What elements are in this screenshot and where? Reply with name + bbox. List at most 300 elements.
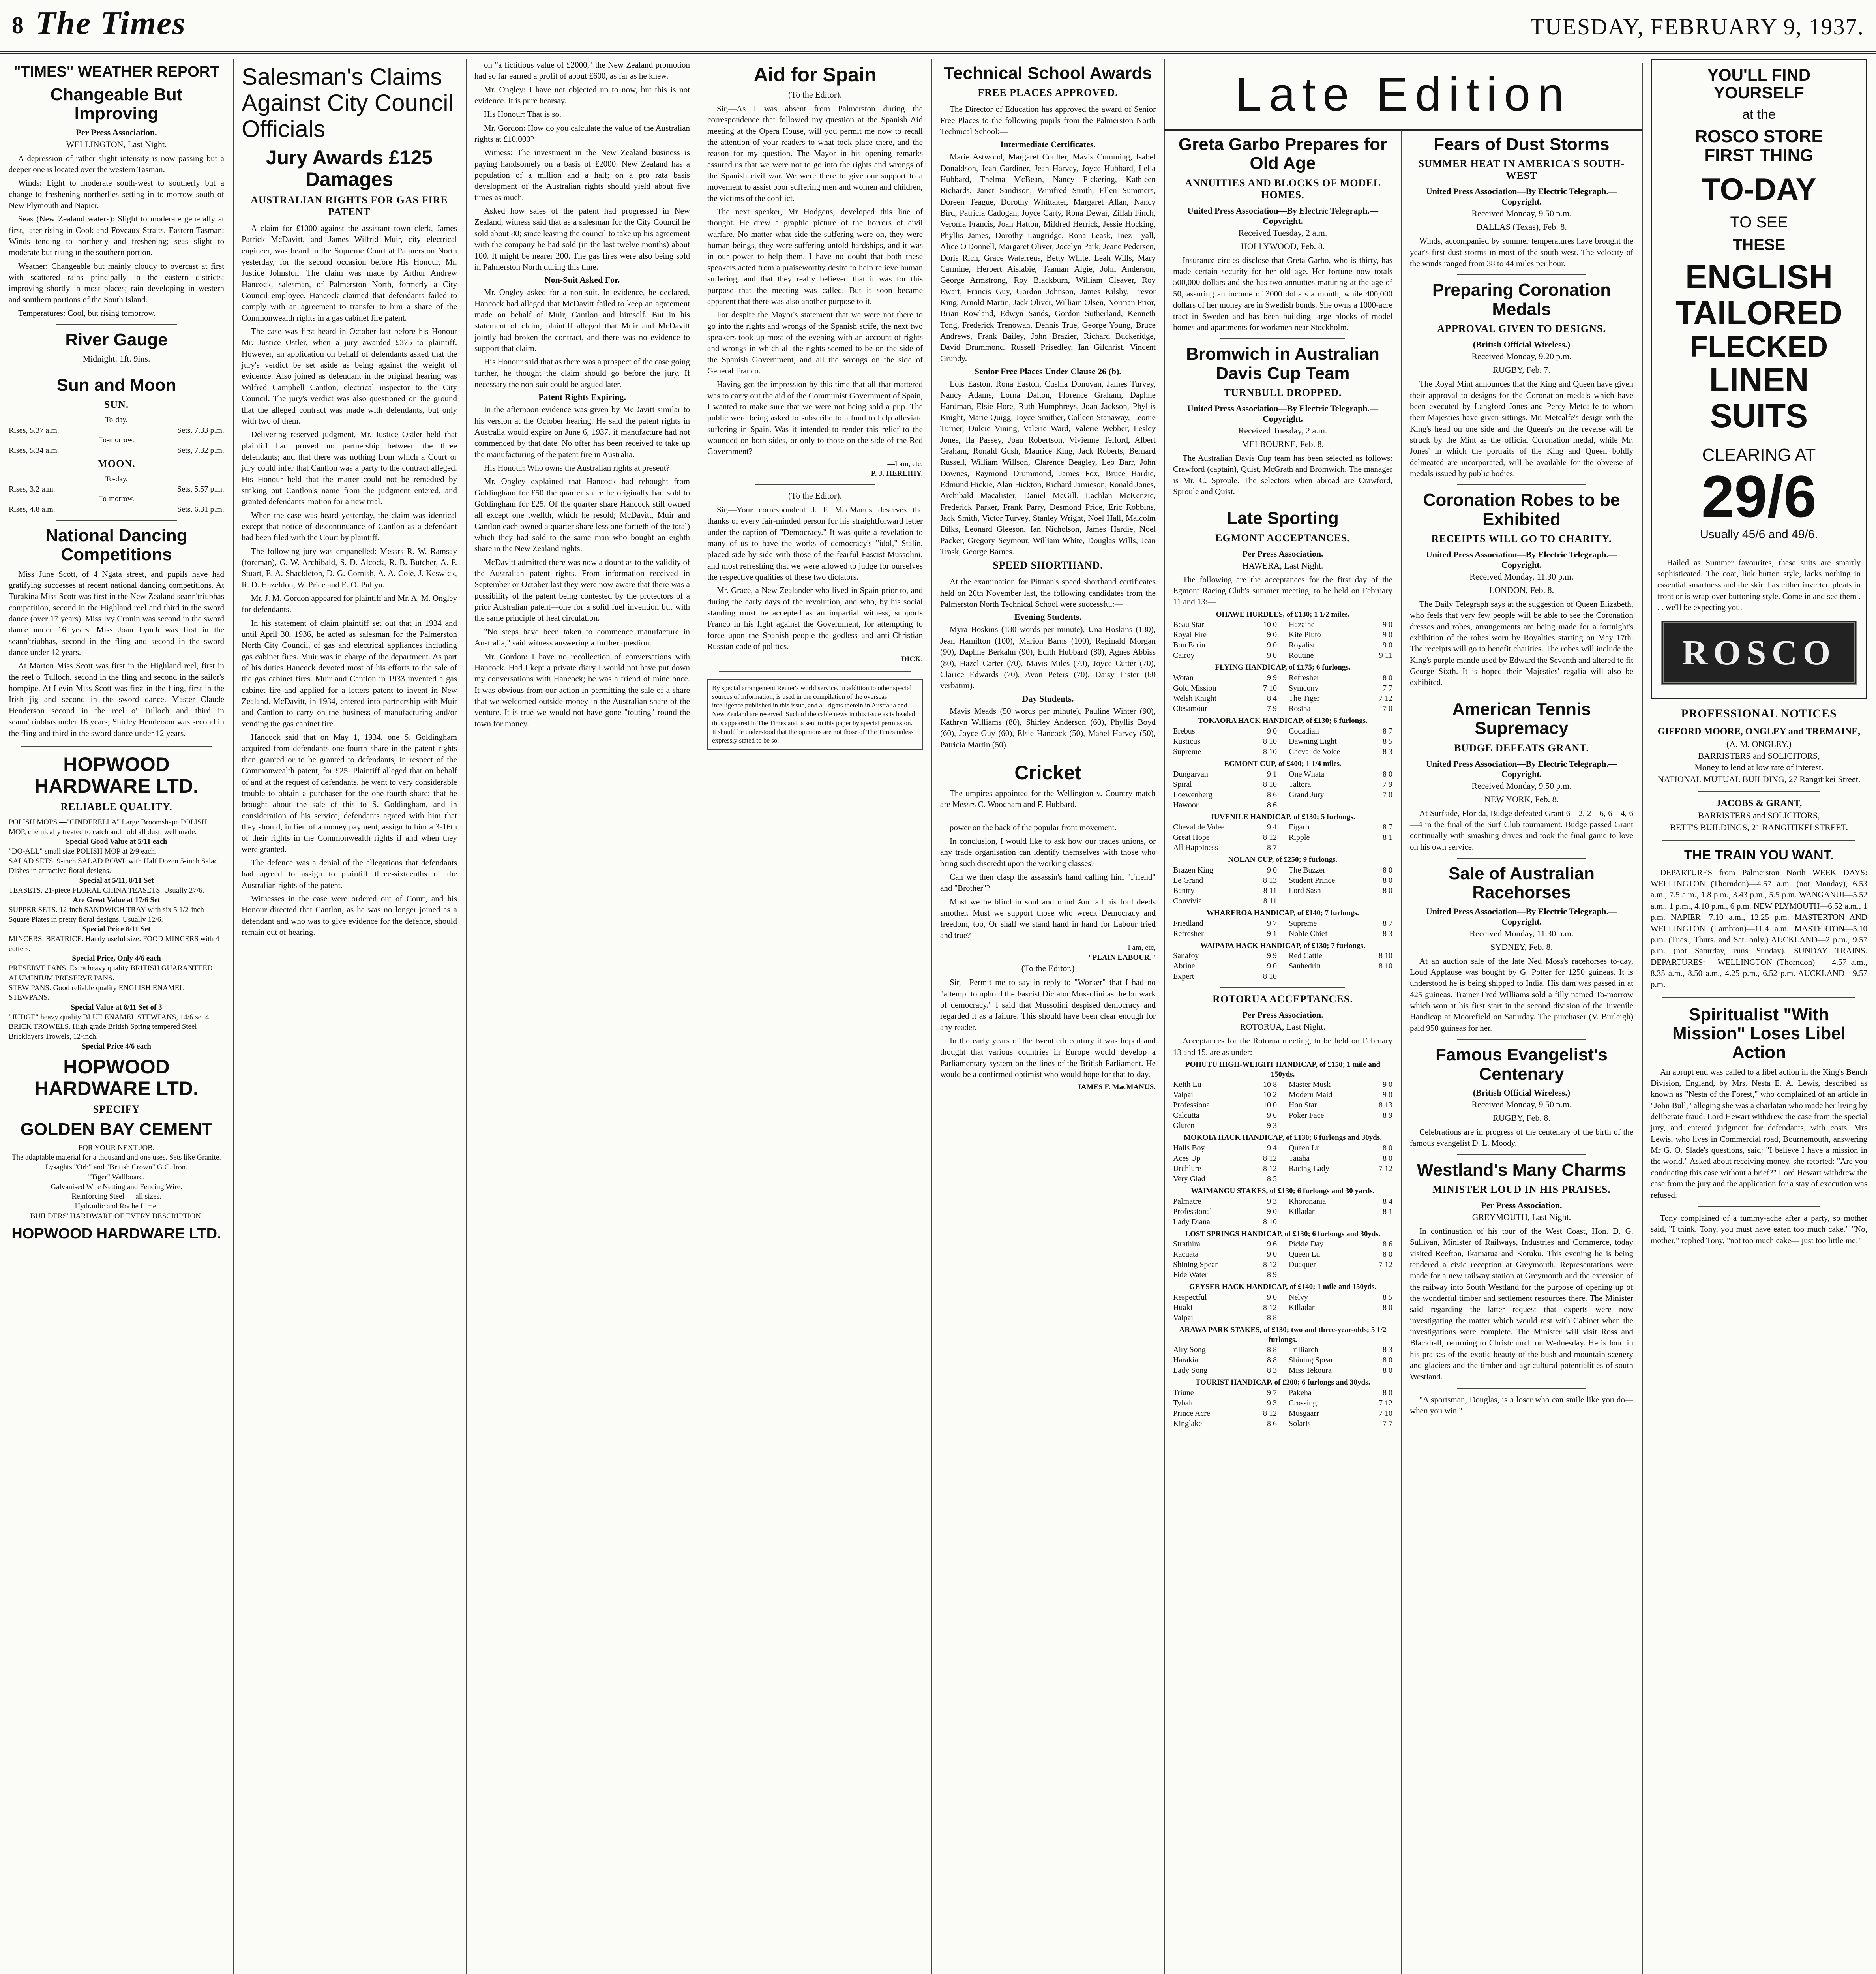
horse-weight: 8 11 — [1263, 886, 1277, 895]
sun-today-sets: Sets, 7.33 p.m. — [177, 426, 224, 435]
horse-name: Killadar — [1289, 1303, 1315, 1312]
race-entry — [1289, 736, 1392, 747]
horse-name: Urchlure — [1173, 1164, 1201, 1173]
race-entry — [1173, 951, 1277, 961]
spiritualist-body: An abrupt end was called to a libel action in the King's Bench Division, England, by Mrs. Nesta E. A. Lewis, described as known as "Nesta of the Forest," who complained of an article in "John Bull," alleging she was a charlatan who made her living by deliberate fraud. Lord Hewart withdrew the case from the special jury, and entered judgment for defendants, with costs. Mrs Lewis, who lives in Commercial road, Bournemouth, answering Mr G. O. Slade's questions, said: "I believe I have a mission in the world." Asked about receiving money, she retorted: "Are you conducting this case without a brief?" Lord Hewart withdrew the case from the jury and the application for a stay of execution was refused. — [1651, 1067, 1868, 1200]
race-entry — [1289, 630, 1392, 640]
horse-name: Master Musk — [1289, 1080, 1331, 1089]
race-entries — [1173, 1292, 1392, 1323]
divider — [1457, 484, 1586, 485]
horse-name: Crossing — [1289, 1399, 1317, 1408]
tomorrow-label: To-morrow. — [99, 495, 134, 503]
race-entries — [1173, 673, 1392, 714]
race-entry — [1289, 1090, 1392, 1100]
horse-name: Lady Diana — [1173, 1217, 1210, 1226]
divider — [1457, 274, 1586, 275]
horse-weight: 8 6 — [1267, 790, 1277, 799]
horse-name: Convivial — [1173, 896, 1204, 905]
race-entry — [1289, 929, 1392, 939]
page-number: 8 — [12, 12, 24, 38]
race-title: ARAWA PARK STAKES, of £130; two and three-year-olds; 5 1/2 furlongs. — [1179, 1326, 1387, 1344]
council-continued: Mr. Ongley: I have not objected up to now, but this is not evidence. It is pure hearsay. — [474, 84, 690, 106]
horse-name: Killadar — [1289, 1207, 1315, 1216]
race-title: MOKOIA HACK HANDICAP, of £130; 6 furlongs and 30yds. — [1184, 1133, 1382, 1142]
race-entry — [1289, 1207, 1392, 1217]
race-entry — [1289, 1163, 1392, 1174]
horse-weight: 8 0 — [1383, 886, 1392, 895]
horse-name: Supreme — [1173, 747, 1201, 756]
horse-weight: 10 8 — [1263, 1080, 1277, 1089]
horse-name: Shining Spear — [1289, 1356, 1333, 1365]
horse-name: Palmatre — [1173, 1197, 1201, 1206]
race-entry — [1173, 1163, 1277, 1174]
rosco-linen: LINEN — [1709, 361, 1809, 399]
hopwood-ad-line: STEW PANS. Good reliable quality ENGLISH ENAMEL STEWPANS. — [9, 983, 184, 1002]
race-entry — [1173, 1398, 1277, 1408]
horse-weight: 9 0 — [1383, 1080, 1392, 1089]
race-title: NOLAN CUP, of £250; 9 furlongs. — [1228, 856, 1338, 864]
patent-paragraph: Mr. Ongley explained that Hancock had rebought from Goldingham for £50 the quarter share he originally had sold to Goldingham for £25. Of the quarter share Hancock still owned all except one twelfth, which he resold; McDavitt, Muir and Cantlon each owned a quarter share less one fortieth of the total) which they had sold to the same man who bought an eighth share in the New Zealand rights. — [474, 477, 690, 554]
hopwood-ad-line: POLISH MOPS.—"CINDERELLA" Large Broomshape POLISH MOP, chemically treated to catch and hold all dust, well made. — [9, 818, 207, 836]
horse-weight: 9 0 — [1383, 1090, 1392, 1100]
horse-name: Very Glad — [1173, 1175, 1205, 1184]
cement-line: Galvanised Wire Netting and Fencing Wire. — [51, 1182, 182, 1191]
robes-body: The Daily Telegraph says at the suggestion of Queen Elizabeth, who feels that very few people will be able to see the Coronation dresses and robes, arrangements are being made for a fortnight's exhibition of the robes worn by Royalties starting on May 17th. The receipts will go to benefit charities. The robes will include the King's purple mantle used by Edward the Seventh and altered to fit George Sixth. It is hoped their Majesties' regalia will also be exhibited. — [1410, 599, 1633, 687]
speed-head: SPEED SHORTHAND. — [993, 559, 1103, 571]
race-entry — [1289, 886, 1392, 896]
cement-name: GOLDEN BAY CEMENT — [20, 1120, 213, 1139]
horse-name: Queen Lu — [1289, 1144, 1320, 1153]
cricket-paragraph: The umpires appointed for the Wellington v. Country match are Messrs C. Woodham and F. Hubbard. — [940, 788, 1156, 809]
horse-name: Harakia — [1173, 1356, 1198, 1365]
horse-weight: 8 4 — [1267, 694, 1277, 703]
race-entry — [1173, 673, 1277, 683]
hopwood-ad-line: BRICK TROWELS. High grade British Spring tempered Steel Bricklayers Trowels, 12-inch. — [9, 1023, 197, 1041]
horse-weight: 9 0 — [1267, 651, 1277, 660]
hopwood-ad-line: PRESERVE PANS. Extra heavy quality BRITISH GUARANTEED ALUMINIUM PRESERVE PANS. — [9, 964, 213, 982]
patent-paragraph: In the afternoon evidence was given by McDavitt similar to his version at the October hearing. He said the patent rights in Australia would expire on June 6, 1937, if manufacture had not commenced by that date. No offer has been received to take up the manufacturing of the patent fire in Australia. — [474, 405, 690, 459]
race-title: TOKAORA HACK HANDICAP, of £130; 6 furlongs. — [1198, 717, 1368, 725]
moon-label: MOON. — [97, 458, 135, 469]
council-continued: Mr. Gordon: How do you calculate the value of the Australian rights at £10,000? — [474, 123, 690, 144]
letter-paragraph: Mr. Grace, a New Zealander who lived in Spain prior to, and during the early days of the revolution, and who, by his social standing must be accepted as an impartial witness, supports Franco in his fight against the Government, for attempting to force upon the Spanish people the godless and anti-Christian Russian code of politics. — [707, 585, 923, 651]
horse-name: The Buzzer — [1289, 865, 1325, 874]
horse-weight: 8 0 — [1383, 1356, 1392, 1365]
horse-name: Noble Chief — [1289, 929, 1328, 938]
race-title: POHUTU HIGH-WEIGHT HANDICAP, of £150; 1 mile and 150yds. — [1185, 1060, 1381, 1079]
horse-weight: 8 12 — [1263, 1164, 1277, 1173]
horse-name: Calcutta — [1173, 1111, 1199, 1120]
race-entry — [1289, 683, 1392, 693]
horse-weight: 7 0 — [1383, 704, 1392, 713]
medals-dateline: RUGBY, Feb. 7. — [1493, 365, 1550, 375]
medals-headline: Preparing Coronation Medals — [1432, 280, 1611, 319]
horse-weight: 9 3 — [1267, 1197, 1277, 1206]
horse-name: Musgaarr — [1289, 1409, 1319, 1418]
race-entry — [1289, 790, 1392, 800]
race-entry — [1289, 673, 1392, 683]
rosco-ad-line: FIRST THING — [1704, 145, 1814, 165]
council-headline: Salesman's Claims Against City Council Officials — [242, 64, 454, 142]
racehorses-body: At an auction sale of the late Ned Moss's racehorses to-day, Loud Applause was bought by G. Potter for 1250 guineas. It is understood he is being shipped to India. His dam was passed in at 425 guineas. Trainer Fred Williams sold a filly named To-morrow which won at his first start in the second division of the Juvenile Handicap at Moorefield on Saturday. The purchaser (V. Burleigh) paid 950 guineas for her. — [1410, 956, 1633, 1033]
horse-name: Nelvy — [1289, 1293, 1308, 1302]
horse-name: Huaki — [1173, 1303, 1192, 1312]
race-title: OHAWE HURDLES, of £130; 1 1/2 miles. — [1216, 610, 1350, 619]
race-entry — [1289, 918, 1392, 929]
today-label: To-day. — [105, 416, 128, 424]
dust-dateline: DALLAS (Texas), Feb. 8. — [1476, 222, 1567, 232]
dust-byline: United Press Association—By Electric Telegraph.—Copyright. — [1426, 186, 1617, 207]
race-entry — [1173, 1110, 1277, 1120]
awards-paragraph: The Director of Education has approved the award of Senior Free Places to the following pupils from the Palmerston North Technical School:— — [940, 104, 1156, 137]
divider — [56, 324, 177, 325]
bromwich-dateline: MELBOURNE, Feb. 8. — [1241, 439, 1324, 449]
day-head: Day Students. — [1022, 693, 1074, 704]
horse-weight: 8 5 — [1383, 737, 1392, 746]
garbo-dateline: HOLLYWOOD, Feb. 8. — [1241, 241, 1325, 251]
horse-name: Codadian — [1289, 726, 1319, 736]
race-entry — [1173, 1196, 1277, 1207]
dust-received: Received Monday, 9.50 p.m. — [1471, 208, 1572, 219]
horse-name: Valpai — [1173, 1313, 1194, 1323]
evangelist-body: Celebrations are in progress of the centenary of the birth of the famous evangelist D. L. Moody. — [1410, 1127, 1633, 1148]
horse-weight: 9 0 — [1267, 1293, 1277, 1302]
intermediate-list: Marie Astwood, Margaret Coulter, Mavis Cumming, Isabel Donaldson, Jean Gardiner, Jean Harvey, Joyce Hubbard, Lella Hubbard, Thelma McBean, Nancy Pickering, Kathleen Richards, Janet Sandison, Winifred Smith, Ellen Summers, Doreen Teague, Dorothy Whittaker, Margaret Allan, Nancy Bird, Patricia Cadogan, Joyce Carty, Rona Dewar, Zillah Finch, Veronia Francis, Joan Hatton, Mildred Herrick, Jessie Hocking, Phyllis James, Dorothy Laugridge, Rona Leask, Inez Lyall, Alice O'Donnell, Margaret Oliver, Jocelyn Park, Jeane Pedersen, Doris Rich, Grace Waterreus, Betty White, Leah Wills, Mary Carmine, Herbert Aislabie, Taaman Algie, John Anderson, George Armstrong, Roy Blackburn, William Cleaver, Roy Ewart, Francis Guy, Gordon Johnson, James Kilsby, Trevor King, Arnold Martin, Jack Oliver, William Olsen, Norman Prior, Brian Rowland, Edwyn Sands, Gordon Sutherland, Kenneth Tong, Frederick Trenowan, Dennis True, George Young, Bruce Andrews, Frank Bailey, John Brazier, Richard Buckeridge, David Drummond, Russell Prisedley, Ian Gilchrist, Vincent Grundy. — [940, 152, 1156, 363]
horse-weight: 9 11 — [1379, 651, 1392, 660]
horse-name: Spiral — [1173, 780, 1192, 789]
race-entry — [1173, 1090, 1277, 1100]
cement-line: BUILDERS' HARDWARE OF EVERY DESCRIPTION. — [30, 1212, 203, 1220]
race-entry — [1289, 961, 1392, 971]
robes-byline: United Press Association—By Electric Telegraph.—Copyright. — [1426, 550, 1617, 570]
race-entry — [1173, 1302, 1277, 1313]
weather-paragraph: Weather: Changeable but mainly cloudy to overcast at first with scattered rains principally in the eastern districts; improving shortly in most places; rain developing in western and southern portions of the South Island. — [9, 261, 224, 304]
horse-name: Symcony — [1289, 684, 1319, 693]
race-entry — [1173, 886, 1277, 896]
horse-weight: 8 12 — [1263, 1409, 1277, 1418]
robes-received: Received Monday, 11.30 p.m. — [1469, 572, 1574, 582]
race-entry — [1173, 1365, 1277, 1375]
horse-weight: 8 0 — [1383, 1303, 1392, 1312]
evangelist-dateline: RUGBY, Feb. 8. — [1493, 1113, 1550, 1123]
race-entries — [1173, 619, 1392, 661]
divider — [1457, 1388, 1586, 1389]
hopwood-ad-line: Special Value at 8/11 Set of 3 — [71, 1003, 162, 1011]
patent-paragraph: Mr. Gordon: I have no recollection of conversations with Hancock. Had I kept a private diary I would not have put down my conversations with Hancock; he was a friend of mine once. It was obvious from our action in permitting the sale of a share that we welcomed outside money in the Australian share of the venture. It is true we would not have gone "touting" round the town for money. — [474, 651, 690, 728]
horse-weight: 9 0 — [1383, 641, 1392, 650]
racehorses-byline: United Press Association—By Electric Telegraph.—Copyright. — [1426, 906, 1617, 927]
hopwood-ad-line: "JUDGE" heavy quality BLUE ENAMEL STEWPANS, 14/6 set 4. — [9, 1013, 211, 1021]
divider — [1457, 1154, 1586, 1155]
horse-weight: 8 10 — [1263, 1217, 1277, 1226]
horse-name: Student Prince — [1289, 876, 1335, 885]
cement-line: Hydraulic and Roche Lime. — [75, 1202, 158, 1210]
column-4 — [699, 59, 932, 1974]
race-entry — [1173, 790, 1277, 800]
race-title: WAIMANGU STAKES, of £130; 6 furlongs and 30 yards. — [1191, 1187, 1375, 1195]
horse-name: Friedland — [1173, 919, 1203, 928]
horse-weight: 9 0 — [1267, 641, 1277, 650]
column-3 — [466, 59, 699, 1974]
race-entry — [1289, 747, 1392, 757]
race-entry — [1289, 1302, 1392, 1313]
hopwood-footer: HOPWOOD HARDWARE LTD. — [11, 1225, 221, 1242]
sun-tomorrow-sets: Sets, 7.32 p.m. — [177, 446, 224, 455]
horse-weight: 7 10 — [1263, 684, 1277, 693]
horse-weight: 8 13 — [1379, 1101, 1392, 1110]
horse-weight: 9 1 — [1267, 769, 1277, 779]
council-paragraph: Hancock said that on May 1, 1934, one S. Goldingham acquired from defendants one-fourth share in the patent rights then granted or to be granted to defendants, in respect of the Commonwealth patent, for £25. Plaintiff alleged that on behalf of and at the request of defendants, he went to very considerable trouble to obtain a purchaser for the one-fourth share; that he brought about the sale of this to S. Goldingham, and in consideration of his service, defendants agreed with him that they should, in lieu of a money payment, assign to him a 3-16th of their rights in the Commonwealth rights if and when they were granted. — [242, 732, 457, 854]
horse-weight: 9 7 — [1267, 919, 1277, 928]
horse-weight: 7 12 — [1379, 1260, 1392, 1269]
horse-weight: 9 0 — [1383, 620, 1392, 629]
horse-weight: 9 9 — [1267, 674, 1277, 683]
egmont-head: EGMONT ACCEPTANCES. — [1215, 532, 1350, 544]
horse-weight: 8 7 — [1267, 843, 1277, 852]
rotorua-byline: Per Press Association. — [1242, 1010, 1323, 1020]
council-continued: Asked how sales of the patent had progressed in New Zealand, witness said that as a salesman for the City Council he sold about 80; since leaving the council to take up his agreement with the company he had sold (in the last twelve months) about 100. It might be nearer 200. The gas fires were also being sold in Palmerston North during this time. — [474, 206, 690, 272]
horse-name: Racuata — [1173, 1250, 1199, 1259]
council-paragraph: The following jury was empanelled: Messrs R. W. Ramsay (foreman), G. W. Archibald, S. D. Alcock, R. B. Butcher, A. P. Stuart, E. A. Shackleton, D. G. Cornish, A. A. Cole, J. Keswick, R. D. Hazeldon, W. Price and E. O. Pullyn. — [242, 546, 457, 589]
horse-weight: 10 0 — [1263, 1101, 1277, 1110]
medals-deck: APPROVAL GIVEN TO DESIGNS. — [1437, 323, 1606, 335]
aid-paragraph: For despite the Mayor's statement that we were not there to go into the rights and wrongs of the Spanish strife, the next two speakers took up most of the evening with an account of rights and wrongs in which all the rights seemed to be on the side of the Spanish Government, and all the wrongs on the side of General Franco. — [707, 310, 923, 375]
horse-name: Cheval de Volee — [1289, 747, 1340, 756]
race-entry — [1289, 1153, 1392, 1163]
horse-weight: 8 10 — [1263, 747, 1277, 756]
race-entry — [1289, 1365, 1392, 1375]
aid-paragraph: Sir,—As I was absent from Palmerston during the correspondence that followed my question at the Spanish Aid meeting at the Opera House, will you permit me now to recall the attention of your readers to what took place there, and the reason for my question. The Mayor in his opening remarks assured us that we were not to go into the rights and wrongs of the Spanish civil war. We were there to give our support to a movement to assist poor suffering men and women and children, the victims of the conflict. — [707, 104, 923, 203]
race-entries — [1173, 822, 1392, 853]
race-entry — [1173, 1153, 1277, 1163]
horse-weight: 8 6 — [1267, 1419, 1277, 1428]
horse-weight: 7 9 — [1383, 780, 1392, 789]
horse-name: Hawoor — [1173, 800, 1199, 809]
tennis-headline: American Tennis Supremacy — [1452, 699, 1591, 738]
race-entry — [1289, 1110, 1392, 1120]
horse-weight: 9 4 — [1267, 1144, 1277, 1153]
race-entry — [1289, 640, 1392, 650]
race-entries — [1173, 951, 1392, 981]
divider — [1698, 791, 1820, 792]
column-5 — [931, 59, 1165, 1974]
sun-today-rises: Rises, 5.37 a.m. — [9, 426, 59, 435]
race-entry — [1173, 971, 1277, 981]
hopwood-name-2: HOPWOOD HARDWARE LTD. — [34, 1056, 199, 1100]
horse-weight: 7 7 — [1383, 1419, 1392, 1428]
horse-name: Expert — [1173, 972, 1194, 981]
sunmoon-headline: Sun and Moon — [56, 375, 176, 395]
horse-name: Khoronania — [1289, 1197, 1326, 1206]
horse-weight: 8 8 — [1267, 1345, 1277, 1355]
tony-joke: Tony complained of a tummy-ache after a party, so mother said, "I think, Tony, you must have eaten too much cake." "No, mother," replied Tony, "not too much cake— just too little me!" — [1651, 1213, 1867, 1245]
aid-paragraph: The next speaker, Mr Hodgens, developed this line of thought. He drew a graphic picture of the horrors of civil warfare. No matter what side the suffering were on, they were human beings, they were suffering untold hardships, and it was in our power to help them. I have no doubt that both these speakers acted from a praiseworthy desire to help relieve human suffering, and that they really believed that it was for this purpose that the meeting was called. But it soon became apparent that there was also another purpose to it. — [707, 207, 923, 306]
tennis-dateline: NEW YORK, Feb. 8. — [1484, 794, 1559, 804]
horse-weight: 10 2 — [1263, 1090, 1277, 1100]
firm2-name: JACOBS & GRANT, — [1716, 798, 1802, 809]
race-entry — [1173, 1259, 1277, 1270]
race-entry — [1289, 951, 1392, 961]
race-entries — [1173, 865, 1392, 906]
horse-weight: 8 0 — [1383, 1250, 1392, 1259]
westland-byline: Per Press Association. — [1481, 1200, 1562, 1210]
horse-name: Great Hope — [1173, 833, 1210, 842]
rosco-flecked: FLECKED — [1690, 330, 1828, 363]
horse-name: Solaris — [1289, 1419, 1311, 1428]
race-entry — [1173, 832, 1277, 843]
patent-head: Patent Rights Expiring. — [538, 392, 626, 402]
hopwood-ad-line: SUPPER SETS. 12-inch SANDWICH TRAY with six 5 1/2-inch Square Plates in pretty floral designs. Usually 12/6. — [9, 906, 204, 924]
race-entry — [1289, 832, 1392, 843]
dancing-paragraph: At Marton Miss Scott was first in the Highland reel, first in the reel o' Tulloch, second in the fling and second in the sailor's hornpipe. At Levin Miss Scott was first in the fling, first in the Irish jig and second in the sword dance. Master Claude Henderson second in the reel o' Tulloch and third in seann'triubhas under 16 years; Shirley Henderson was second in the fling and third in the sword dance under 12 years. — [9, 661, 224, 738]
column-6 — [1164, 130, 1402, 1974]
horse-name: Cheval de Volee — [1173, 823, 1225, 832]
horse-name: Welsh Knight — [1173, 694, 1217, 703]
horse-name: Professional — [1173, 1207, 1212, 1216]
garbo-byline: United Press Association—By Electric Telegraph.—Copyright. — [1187, 205, 1379, 226]
cement-line: Lysaghts "Orb" and "British Crown" G.C. Iron. — [45, 1163, 187, 1172]
firm2-role: BARRISTERS and SOLICITORS, — [1698, 811, 1820, 821]
race-entry — [1289, 769, 1392, 779]
firm1-sub: (A. M. ONGLEY.) — [1726, 739, 1792, 749]
horse-weight: 9 6 — [1267, 1111, 1277, 1120]
horse-weight: 9 0 — [1267, 1207, 1277, 1216]
horse-weight: 7 0 — [1383, 790, 1392, 799]
race-entry — [1173, 1217, 1277, 1227]
rosco-body: Hailed as Summer favourites, these suits are smartly sophisticated. The coat, link button style, lacks nothing in essential smartness and the skirt has either inverted pleats in front or is wrap-over buttoning style. Come in and see them . . . we'll be expecting you. — [1657, 557, 1861, 612]
race-entry — [1173, 875, 1277, 886]
council-paragraph: When the case was heard yesterday, the claim was identical except that notice of discontinuance of Cantlon as a defendant had been filed with the Court by plaintiff. — [242, 510, 457, 542]
race-entry — [1173, 1207, 1277, 1217]
hopwood-tagline: RELIABLE QUALITY. — [60, 801, 172, 812]
race-entries — [1173, 918, 1392, 939]
nonsuit-paragraph: Mr. Ongley asked for a non-suit. In evidence, he declared, Hancock had alleged that McDavitt failed to keep an agreement made on behalf of Muir, Cantlon and himself. But in his statement of claim, plaintiff alleged that Muir and McDavitt jointly had broken the contract, and there was no evidence to support that claim. — [474, 287, 690, 353]
horse-name: Racing Lady — [1289, 1164, 1329, 1173]
river-reading: Midnight: 1ft. 9ins. — [82, 353, 150, 364]
horse-name: Refresher — [1289, 674, 1319, 683]
moon-tomorrow-rises: Rises, 4.8 a.m. — [9, 505, 55, 514]
bromwich-received: Received Tuesday, 2 a.m. — [1238, 425, 1327, 435]
robes-headline: Coronation Robes to be Exhibited — [1423, 490, 1620, 529]
westland-dateline: GREYMOUTH, Last Night. — [1472, 1212, 1571, 1222]
aid-signoff: —I am, etc, — [887, 460, 923, 468]
race-entries — [1173, 1079, 1392, 1131]
garbo-received: Received Tuesday, 2 a.m. — [1238, 227, 1327, 238]
race-entry — [1289, 650, 1392, 661]
horse-name: Duaquer — [1289, 1260, 1316, 1269]
dust-deck: SUMMER HEAT IN AMERICA'S SOUTH-WEST — [1418, 158, 1625, 182]
race-entry — [1173, 640, 1277, 650]
horse-weight: 8 13 — [1263, 876, 1277, 885]
westland-deck: MINISTER LOUD IN HIS PRAISES. — [1432, 1184, 1611, 1195]
bromwich-byline: United Press Association—By Electric Telegraph.—Copyright. — [1187, 403, 1379, 424]
horse-weight: 8 3 — [1383, 1345, 1392, 1355]
rosco-usually: Usually 45/6 and 49/6. — [1700, 528, 1818, 541]
race-title: WAIPAPA HACK HANDICAP, of £130; 7 furlongs. — [1200, 941, 1365, 950]
rosco-logo: ROSCO — [1661, 621, 1857, 685]
bromwich-body: The Australian Davis Cup team has been selected as follows: Crawford (captain), Quist, McGrath and Bromwich. The manager is Mr. C. Sproule. The selectors when abroad are Crawford, Sproule and Quist. — [1173, 453, 1392, 496]
issue-date: TUESDAY, FEBRUARY 9, 1937. — [1530, 14, 1864, 39]
divider — [56, 520, 177, 521]
horse-name: Professional — [1173, 1101, 1212, 1110]
horse-name: Royalist — [1289, 641, 1315, 650]
race-entries — [1173, 1239, 1392, 1280]
horse-name: Wotan — [1173, 674, 1194, 683]
council-paragraph: The case was first heard in October last before his Honour Mr. Justice Ostler, when a jury awarded £375 to plaintiff. However, an application on behalf of defendants asked that the jury's verdict be set aside as being against the weight of evidence. Also joined as defendant in the original hearing was Wilfred Campbell Cantlon, electrical inspector to the City Council. The jury's verdict was also questioned on the ground that the alleged contract was made with defendants, but only with two of them. — [242, 326, 457, 426]
race-entry — [1173, 865, 1277, 875]
race-entry — [1173, 683, 1277, 693]
racehorses-headline: Sale of Australian Racehorses — [1448, 863, 1595, 903]
race-entry — [1173, 1249, 1277, 1259]
moon-today-sets: Sets, 5.57 p.m. — [177, 485, 224, 494]
weather-byline: Per Press Association. — [76, 127, 157, 137]
letter3-paragraph: Must we be blind in soul and mind And all his foul deeds smother. Must we support those who wreck Democracy and freedom, too, Or shall we stand hand in hand for Labour tried and true? — [940, 897, 1156, 940]
horse-name: Abrine — [1173, 962, 1195, 971]
horse-name: Taiaha — [1289, 1154, 1310, 1163]
divider — [719, 671, 911, 672]
race-entry — [1173, 1100, 1277, 1110]
horse-weight: 9 0 — [1383, 630, 1392, 640]
hopwood-name: HOPWOOD HARDWARE LTD. — [34, 753, 199, 797]
horse-weight: 8 10 — [1379, 962, 1392, 971]
race-entry — [1289, 1408, 1392, 1419]
horse-name: Royal Fire — [1173, 630, 1207, 640]
horse-weight: 8 3 — [1267, 1366, 1277, 1375]
horse-weight: 9 0 — [1267, 962, 1277, 971]
aid-paragraph: Having got the impression by this time that all that mattered was to carry out the aid of the Communist Government of Spain, I wanted to make sure that we were not being sold a pup. The public were being asked to subscribe to a fund to help alleviate suffering in Spain. Was it intended to render this relief to the wounded on both sides, or only to those on the side of the Red Government? — [707, 379, 923, 456]
horse-weight: 8 0 — [1383, 1366, 1392, 1375]
council-paragraph: The defence was a denial of the allegations that defendants had agreed to assign to plaintiff three-sixteenths of the Australian rights of the patent. — [242, 858, 457, 890]
letter4-signature: JAMES F. MacMANUS. — [1077, 1083, 1156, 1091]
race-entry — [1289, 726, 1392, 736]
column-1 — [0, 59, 234, 1974]
garbo-headline: Greta Garbo Prepares for Old Age — [1178, 135, 1387, 173]
race-entry — [1173, 1355, 1277, 1365]
race-entry — [1289, 865, 1392, 875]
hopwood-ad-line: Special Price, Only 4/6 each — [72, 954, 161, 963]
horse-name: Pickie Day — [1289, 1240, 1324, 1249]
race-title: GEYSER HACK HANDICAP, of £140; 1 mile and 150yds. — [1189, 1283, 1377, 1291]
rosco-ad-line: YOURSELF — [1714, 83, 1804, 102]
horse-weight: 8 7 — [1383, 726, 1392, 736]
bromwich-headline: Bromwich in Australian Davis Cup Team — [1186, 344, 1379, 383]
race-entry — [1173, 630, 1277, 640]
notices-header: PROFESSIONAL NOTICES — [1681, 707, 1837, 721]
horse-weight: 8 9 — [1267, 1270, 1277, 1280]
firm1-money: Money to lend at low rate of interest. — [1694, 762, 1824, 773]
awards-headline: Technical School Awards — [944, 64, 1152, 83]
cement-line: "Tiger" Wallboard. — [88, 1173, 145, 1181]
spiritualist-headline: Spiritualist "With Mission" Loses Libel Action — [1672, 1004, 1846, 1062]
horse-name: Hon Star — [1289, 1101, 1317, 1110]
tennis-deck: BUDGE DEFEATS GRANT. — [1454, 742, 1589, 754]
race-entries — [1173, 769, 1392, 810]
race-entry — [1289, 1239, 1392, 1249]
horse-weight: 8 8 — [1267, 1356, 1277, 1365]
racehorses-received: Received Monday, 11.30 p.m. — [1469, 928, 1574, 938]
horse-weight: 8 12 — [1263, 1303, 1277, 1312]
rosco-english: ENGLISH — [1685, 258, 1833, 296]
race-entry — [1173, 1408, 1277, 1419]
egmont-intro: The following are the acceptances for the first day of the Egmont Racing Club's summer meeting, to be held on February 11 and 13:— — [1173, 574, 1392, 607]
weather-paragraph: Temperatures: Cool, but rising tomorrow. — [18, 308, 156, 318]
race-entry — [1289, 1345, 1392, 1355]
patent-paragraph: "No steps have been taken to commence manufacture in Australia," said witness answering a further question. — [474, 627, 690, 648]
race-entries — [1173, 1345, 1392, 1375]
race-entry — [1173, 1270, 1277, 1280]
horse-name: Rosina — [1289, 704, 1311, 713]
race-entry — [1173, 896, 1277, 906]
